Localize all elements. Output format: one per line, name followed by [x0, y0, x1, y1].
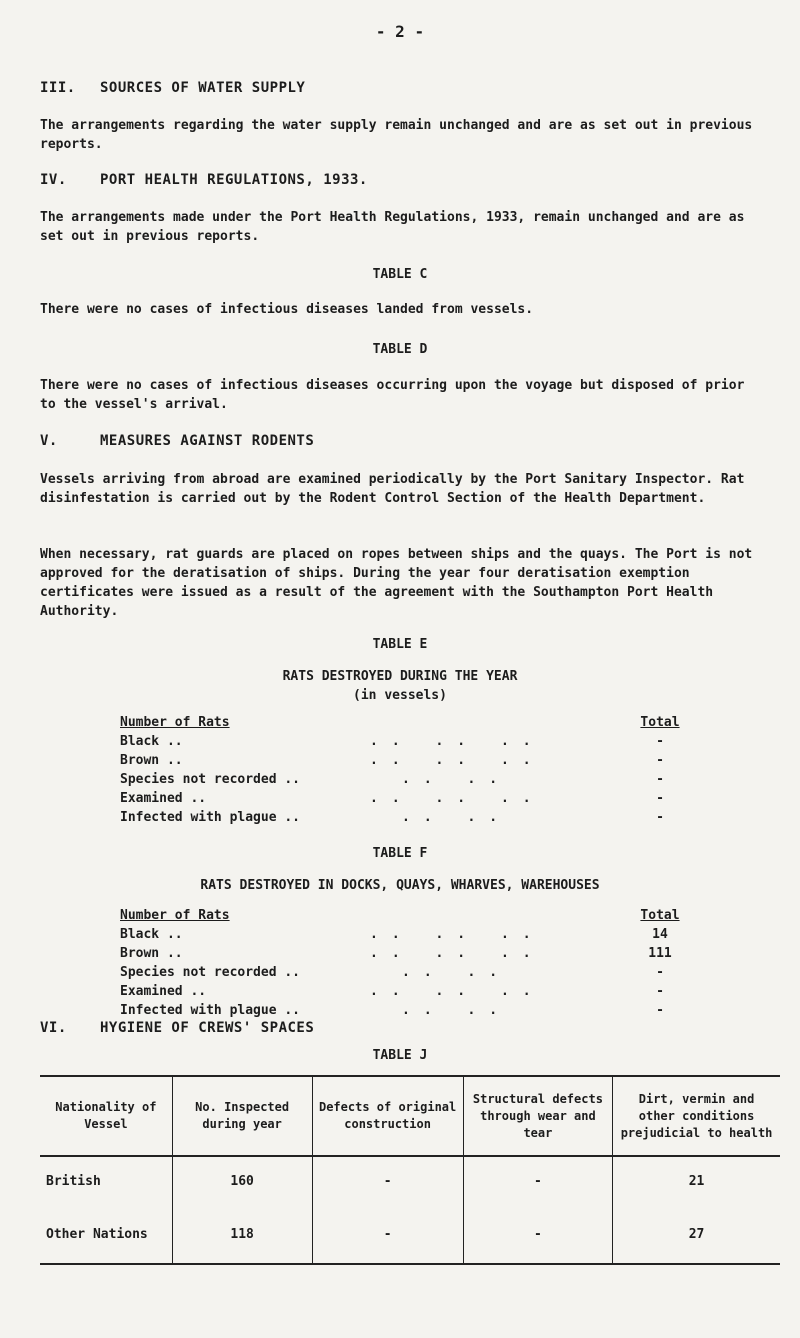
- table-c-text: There were no cases of infectious diseases landed from vessels.: [40, 302, 534, 317]
- page-number: - 2 -: [375, 22, 425, 41]
- section-vi-heading: [40, 1020, 314, 1036]
- row-leader-dots: .. .. ..: [370, 927, 545, 942]
- table-e-row: [120, 734, 690, 751]
- table-cell: 118: [172, 1205, 312, 1264]
- table-e-subtitle-2: (in vessels): [353, 688, 447, 703]
- table-f-row: [120, 984, 690, 1001]
- section-v-title: MEASURES AGAINST RODENTS: [100, 433, 315, 449]
- section-v-heading: [40, 433, 314, 449]
- row-leader-dots: .. .. ..: [370, 984, 545, 999]
- section-iii-numeral: III.: [40, 80, 76, 96]
- table-cell: -: [312, 1156, 463, 1205]
- row-leader-dots: .. .. ..: [370, 734, 545, 749]
- row-total: -: [656, 791, 664, 806]
- table-row: [40, 1156, 780, 1205]
- table-cell: -: [463, 1156, 612, 1205]
- section-iv-numeral: IV.: [40, 172, 67, 188]
- section-iii-heading: [40, 80, 305, 96]
- row-label: Brown ..: [120, 946, 183, 961]
- table-f-row: [120, 965, 690, 982]
- table-e-row: [120, 810, 690, 827]
- table-f-subtitle: RATS DESTROYED IN DOCKS, QUAYS, WHARVES, WAREHOUSES: [200, 878, 600, 893]
- section-v-para-1: Vessels arriving from abroad are examined periodically by the Port Sanitary Inspector. Rat disinfestation is carried out by the Rodent Control Section of the Health Department.: [40, 472, 745, 506]
- table-f-row: [120, 946, 690, 963]
- row-total: -: [656, 1003, 664, 1018]
- table-d-title: TABLE D: [372, 342, 428, 357]
- table-f-title: TABLE F: [372, 846, 428, 861]
- section-iv-text: The arrangements made under the Port Health Regulations, 1933, remain unchanged and are as set out in previous reports.: [40, 210, 745, 244]
- table-cell: -: [463, 1205, 612, 1264]
- section-iv-title: PORT HEALTH REGULATIONS, 1933.: [100, 172, 368, 188]
- row-leader-dots: .. ..: [402, 810, 512, 825]
- row-label: Examined ..: [120, 984, 207, 999]
- table-e-row: [120, 753, 690, 770]
- row-total: -: [656, 810, 664, 825]
- section-v-numeral: V.: [40, 433, 58, 449]
- row-total: -: [656, 753, 664, 768]
- table-cell: 160: [172, 1156, 312, 1205]
- table-d-text: There were no cases of infectious diseases occurring upon the voyage but disposed of prior to the vessel's arrival.: [40, 378, 745, 412]
- table-cell: British: [46, 1173, 101, 1189]
- table-e-header: [120, 715, 690, 732]
- row-label: Brown ..: [120, 753, 183, 768]
- row-total: -: [656, 734, 664, 749]
- row-leader-dots: .. ..: [402, 965, 512, 980]
- section-iii-text: The arrangements regarding the water supply remain unchanged and are as set out in previous reports.: [40, 118, 753, 152]
- table-cell: 21: [613, 1156, 780, 1205]
- table-cell: 27: [613, 1205, 780, 1264]
- table-f-row: [120, 1003, 690, 1020]
- table-e-title: TABLE E: [372, 637, 428, 652]
- row-total: 14: [652, 927, 668, 942]
- table-cell: -: [312, 1205, 463, 1264]
- table-f-header: [120, 908, 690, 925]
- row-total: -: [656, 984, 664, 999]
- row-total: 111: [648, 946, 672, 961]
- table-f-row: [120, 927, 690, 944]
- table-j-title: TABLE J: [372, 1048, 428, 1063]
- table-j-header-cell: Structural defects through wear and tear: [463, 1076, 612, 1156]
- table-e-row: [120, 791, 690, 808]
- table-e-row: [120, 772, 690, 789]
- table-j-header-cell: Nationality of Vessel: [40, 1076, 172, 1156]
- row-total: -: [656, 965, 664, 980]
- table-j: [40, 1075, 780, 1265]
- table-f-col-label: Number of Rats: [120, 908, 230, 923]
- row-label: Species not recorded ..: [120, 965, 301, 980]
- row-label: Black ..: [120, 734, 183, 749]
- table-j-header-cell: No. Inspected during year: [172, 1076, 312, 1156]
- table-cell: Other Nations: [40, 1205, 172, 1264]
- row-leader-dots: .. .. ..: [370, 753, 545, 768]
- row-label: Infected with plague ..: [120, 810, 301, 825]
- row-label: Species not recorded ..: [120, 772, 301, 787]
- section-vi-title: HYGIENE OF CREWS' SPACES: [100, 1020, 315, 1036]
- table-c-title: TABLE C: [372, 267, 428, 282]
- section-vi-numeral: VI.: [40, 1020, 67, 1036]
- section-iii-title: SOURCES OF WATER SUPPLY: [100, 80, 306, 96]
- table-e-col-total: Total: [640, 715, 680, 730]
- table-j-header-cell: Defects of original construction: [312, 1076, 463, 1156]
- table-e-col-label: Number of Rats: [120, 715, 230, 730]
- row-leader-dots: .. ..: [402, 772, 512, 787]
- row-leader-dots: .. .. ..: [370, 946, 545, 961]
- row-label: Infected with plague ..: [120, 1003, 301, 1018]
- table-e-subtitle: RATS DESTROYED DURING THE YEAR: [282, 669, 518, 684]
- table-j-header-cell: Dirt, vermin and other conditions prejudicial to health: [613, 1076, 780, 1156]
- table-row: [40, 1205, 780, 1264]
- section-v-para-2: When necessary, rat guards are placed on ropes between ships and the quays. The Port is not approved for the deratisation of ships. During the year four deratisation exemption certificates were issued as a result of the agreement with the Southampton Port Health Authority.: [40, 547, 753, 619]
- row-label: Black ..: [120, 927, 183, 942]
- row-total: -: [656, 772, 664, 787]
- row-leader-dots: .. ..: [402, 1003, 512, 1018]
- table-j-header-row: [40, 1076, 780, 1156]
- section-iv-heading: [40, 172, 368, 188]
- table-f-col-total: Total: [640, 908, 680, 923]
- row-label: Examined ..: [120, 791, 207, 806]
- row-leader-dots: .. .. ..: [370, 791, 545, 806]
